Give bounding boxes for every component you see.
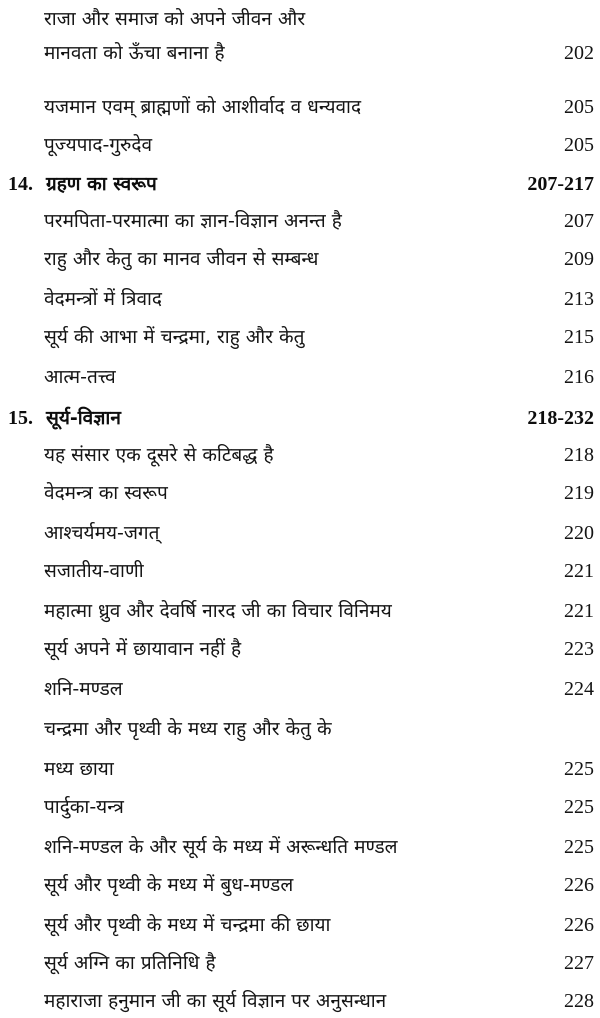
- toc-entry-page: 227: [564, 952, 594, 974]
- toc-entry-page: 224: [564, 678, 594, 700]
- toc-entry-text: सूर्य और पृथ्वी के मध्य में चन्द्रमा की छाया: [44, 914, 331, 936]
- chapter-number: 15.: [8, 407, 33, 429]
- toc-entry-page: 228: [564, 990, 594, 1012]
- toc-entry-page: 221: [564, 600, 594, 622]
- chapter-heading: [8, 168, 157, 200]
- toc-entry-text: परमपिता-परमात्मा का ज्ञान-विज्ञान अनन्त है: [44, 210, 342, 232]
- toc-entry-text: महाराजा हनुमान जी का सूर्य विज्ञान पर अनुसन्धान: [44, 990, 387, 1012]
- toc-entry-page: 218: [564, 444, 594, 466]
- toc-entry-text: आत्म-तत्त्व: [44, 366, 116, 388]
- toc-entry-page: 205: [564, 96, 594, 118]
- toc-entry-text: सूर्य और पृथ्वी के मध्य में बुध-मण्डल: [44, 874, 294, 896]
- toc-entry-text: राहु और केतु का मानव जीवन से सम्बन्ध: [44, 248, 319, 270]
- toc-entry-page: 226: [564, 874, 594, 896]
- toc-entry-text: शनि-मण्डल: [44, 678, 123, 700]
- toc-entry-page: 215: [564, 326, 594, 348]
- toc-entry-text: वेदमन्त्र का स्वरूप: [44, 482, 168, 504]
- toc-entry-page: 213: [564, 288, 594, 310]
- chapter-page-range: 207-217: [527, 173, 594, 195]
- toc-entry-text: मध्य छाया: [44, 758, 114, 780]
- toc-entry-page: 216: [564, 366, 594, 388]
- chapter-number: 14.: [8, 173, 33, 195]
- toc-entry-text: शनि-मण्डल के और सूर्य के मध्य में अरून्धति मण्डल: [44, 836, 398, 858]
- toc-entry-page: 209: [564, 248, 594, 270]
- toc-entry-page: 225: [564, 836, 594, 858]
- toc-entry-text: राजा और समाज को अपने जीवन और: [44, 8, 306, 30]
- toc-entry-text: सजातीय-वाणी: [44, 560, 144, 582]
- toc-entry-text: पूज्यपाद-गुरुदेव: [44, 134, 153, 156]
- toc-entry-text: चन्द्रमा और पृथ्वी के मध्य राहु और केतु के: [44, 718, 332, 740]
- toc-entry-text: वेदमन्त्रों में त्रिवाद: [44, 288, 163, 310]
- toc-entry-page: 226: [564, 914, 594, 936]
- chapter-title: ग्रहण का स्वरूप: [46, 173, 157, 195]
- toc-entry-page: 207: [564, 210, 594, 232]
- toc-entry-text: यजमान एवम् ब्राह्मणों को आशीर्वाद व धन्यवाद: [44, 96, 362, 118]
- chapter-page-range: 218-232: [527, 407, 594, 429]
- toc-entry-page: 202: [564, 42, 594, 64]
- toc-entry-text: सूर्य अपने में छायावान नहीं है: [44, 638, 242, 660]
- toc-entry-page: 220: [564, 522, 594, 544]
- toc-entry-page: 221: [564, 560, 594, 582]
- toc-entry-text: महात्मा ध्रुव और देवर्षि नारद जी का विचार विनिमय: [44, 600, 392, 622]
- toc-entry-page: 225: [564, 758, 594, 780]
- chapter-title: सूर्य-विज्ञान: [46, 407, 121, 429]
- toc-entry-page: 219: [564, 482, 594, 504]
- toc-entry-text: सूर्य अग्नि का प्रतिनिधि है: [44, 952, 216, 974]
- chapter-heading: [8, 402, 121, 434]
- toc-entry-text: आश्चर्यमय-जगत्: [44, 522, 160, 544]
- toc-entry-text: सूर्य की आभा में चन्द्रमा, राहु और केतु: [44, 326, 305, 348]
- toc-entry-text: मानवता को ऊँचा बनाना है: [44, 42, 225, 64]
- toc-entry-text: यह संसार एक दूसरे से कटिबद्ध है: [44, 444, 274, 466]
- toc-entry-page: 223: [564, 638, 594, 660]
- toc-entry-text: पार्दुका-यन्त्र: [44, 796, 124, 818]
- toc-entry-page: 225: [564, 796, 594, 818]
- toc-entry-page: 205: [564, 134, 594, 156]
